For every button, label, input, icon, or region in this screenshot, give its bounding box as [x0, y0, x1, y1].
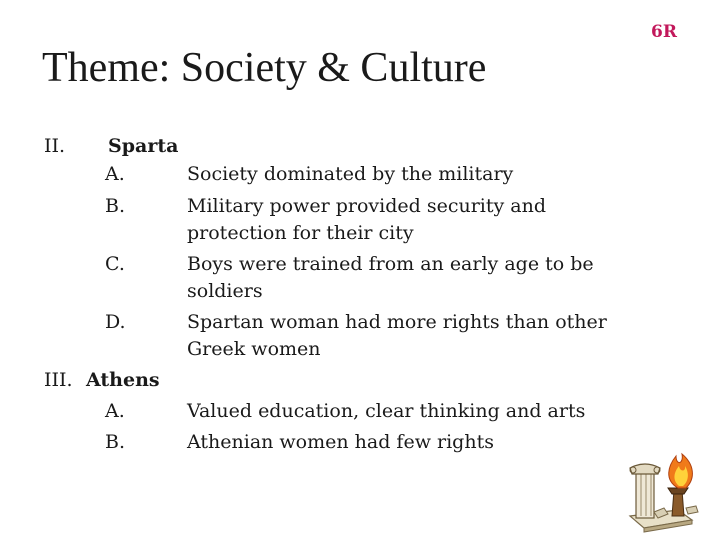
point-text: Greek women [187, 338, 321, 360]
section-numeral: III. [44, 369, 73, 391]
section-heading-sparta: Sparta [108, 135, 179, 157]
point-text: Spartan woman had more rights than other [187, 311, 607, 333]
point-letter: D. [105, 311, 126, 333]
point-text: Athenian women had few rights [187, 431, 494, 453]
point-letter: A. [105, 163, 125, 185]
slide-id: 6R [651, 22, 677, 42]
point-text: protection for their city [187, 222, 414, 244]
point-letter: C. [105, 253, 125, 275]
section-numeral: II. [44, 135, 66, 157]
point-letter: B. [105, 195, 126, 217]
point-text: soldiers [187, 280, 263, 302]
point-text: Society dominated by the military [187, 163, 514, 185]
greek-torch-clipart-icon [624, 450, 706, 538]
point-letter: A. [105, 400, 125, 422]
point-text: Boys were trained from an early age to be [187, 253, 594, 275]
point-text: Military power provided security and [187, 195, 547, 217]
section-heading-athens: Athens [86, 369, 160, 391]
point-text: Valued education, clear thinking and arts [187, 400, 586, 422]
point-letter: B. [105, 431, 126, 453]
slide-title: Theme: Society & Culture [42, 45, 487, 91]
